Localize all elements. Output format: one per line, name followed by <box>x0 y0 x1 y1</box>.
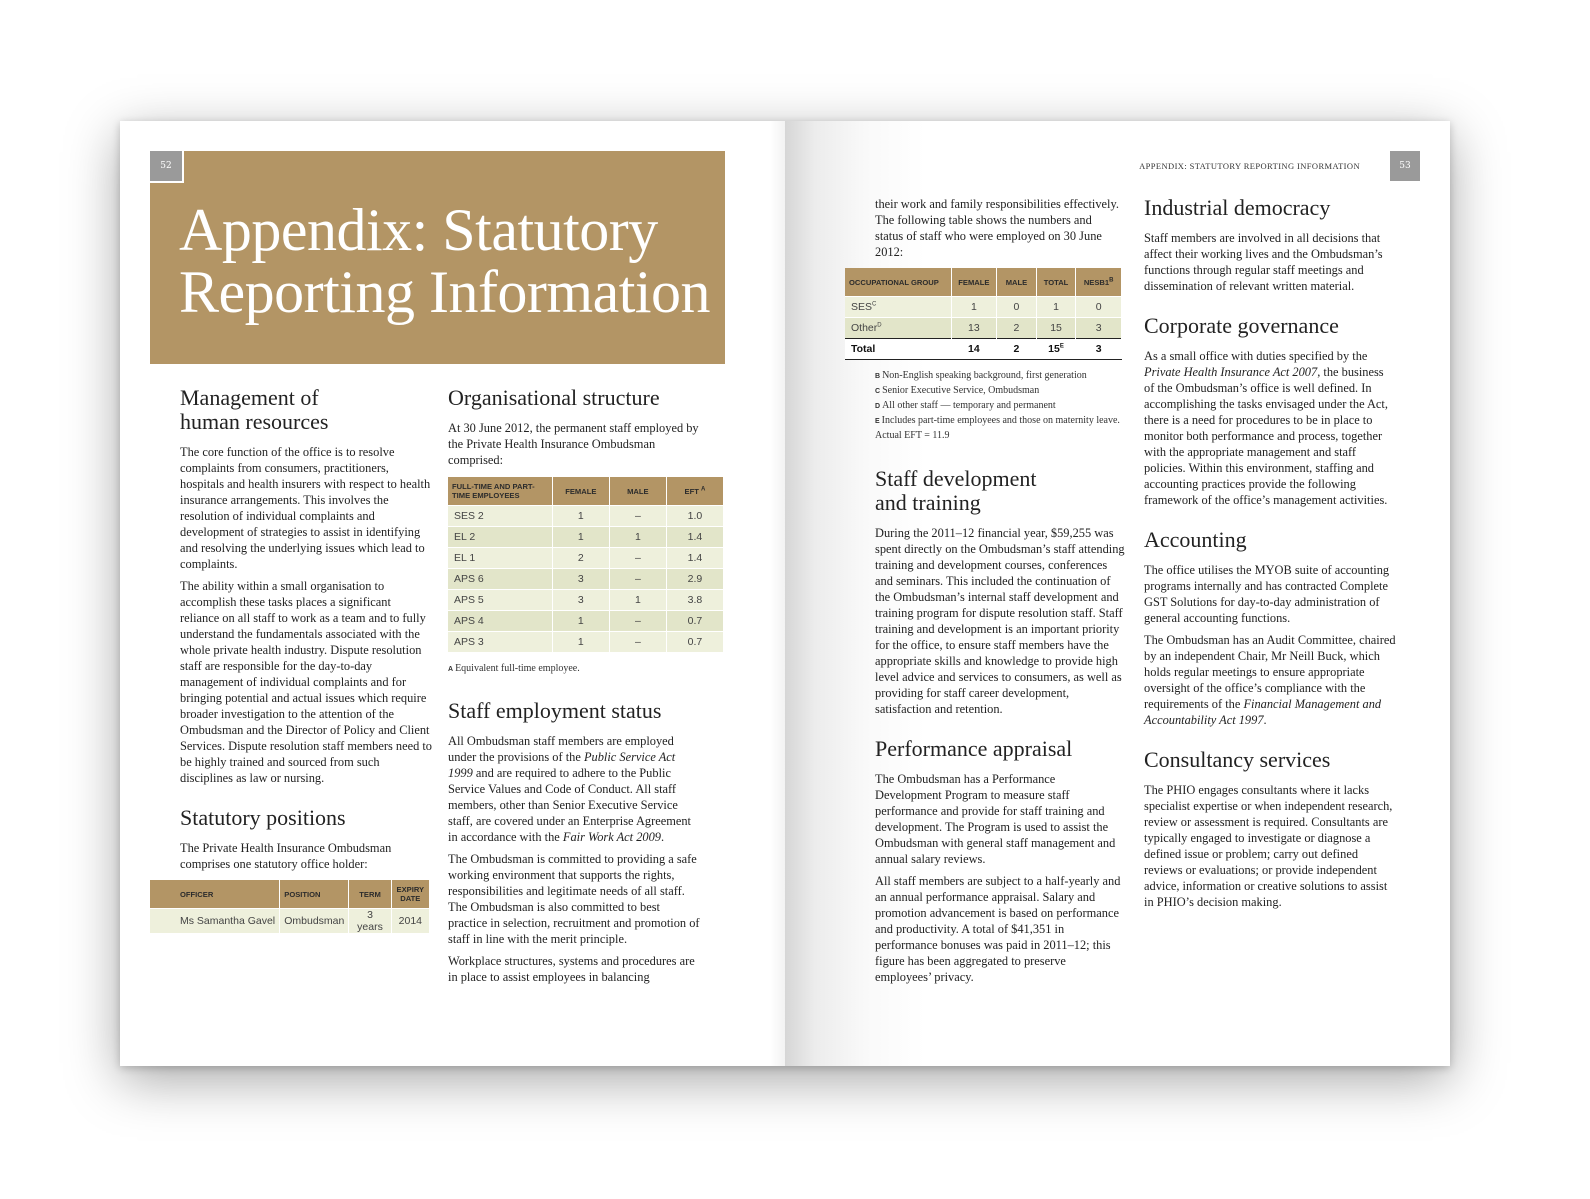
document-spread <box>120 121 1450 1066</box>
table-total-row: Total 14 2 $15^E$ 3 <box>845 339 1122 360</box>
consultancy-paragraph: The PHIO engages consultants where it lacks specialist expertise or when independent research, review or assessment is required. Consultants are typically engaged to investigate or diagnose a defined issue or problem; carry out defined reviews or evaluations; or provide independent advice, information or creative solutions to assist in PHIO’s decision making. <box>1144 783 1393 909</box>
page-number-right: 53 <box>1390 151 1420 181</box>
officer-position: Ombudsman <box>280 909 349 934</box>
org-table-footnote: A Equivalent full-time employee. <box>448 663 580 674</box>
occupation-footnotes <box>875 369 1125 443</box>
statutory-col-term: TERM <box>349 880 391 909</box>
officer-expiry: 2014 <box>391 909 429 934</box>
accounting-paragraph-1: The office utilises the MYOB suite of accounting programs internally and has contracted Complete GST Solutions for day-to-day administration of general accounting functions. <box>1144 563 1390 625</box>
appraisal-paragraph-1: The Ombudsman has a Performance Development Program to measure staff performance and provide for staff training and development. The Program is used to assist the Ombudsman with general staff management and annual salary reviews. <box>875 772 1116 866</box>
footnote: C Senior Executive Service, Ombudsman <box>875 385 1040 396</box>
page-title: Appendix: Statutory Reporting Information <box>179 197 711 325</box>
org-paragraph: At 30 June 2012, the permanent staff employed by the Private Health Insurance Ombudsman comprised: <box>448 421 699 467</box>
statutory-col-officer: OFFICER <box>150 880 280 909</box>
occ-col-female: FEMALE <box>951 268 997 297</box>
left-column-2 <box>448 386 700 474</box>
page-gutter <box>770 121 785 1066</box>
table-row: $SES^C$ 1 0 1 0 <box>845 297 1122 318</box>
appraisal-heading: Performance appraisal <box>875 736 1073 761</box>
management-paragraph-1: The core function of the office is to resolve complaints from consumers, practitioners, hospitals and health insurers with respect to health insurance arrangements. This involves the resolution of individual complaints and development of strategies to assist in identifying and resolving the underlying issues which lead to complaints. <box>180 445 431 571</box>
org-col-eft: EFT $^A$ <box>666 477 723 506</box>
table-row: APS 5 3 1 3.8 <box>448 590 724 611</box>
employment-heading: Staff employment status <box>448 698 662 723</box>
footnote: D All other staff — temporary and permanent <box>875 400 1056 411</box>
statutory-heading: Statutory positions <box>180 805 346 830</box>
right-column-1 <box>875 467 1125 991</box>
occ-col-group: OCCUPATIONAL GROUP <box>845 268 951 297</box>
officer-name: Ms Samantha Gavel <box>150 909 280 934</box>
democracy-paragraph: Staff members are involved in all decisions that affect their working lives and the Ombudsman’s functions through regular staff meetings and dissemination of relevant written material. <box>1144 231 1383 293</box>
statutory-col-position: POSITION <box>280 880 349 909</box>
title-banner <box>150 151 725 364</box>
footnote: B Non-English speaking background, first generation <box>875 370 1087 381</box>
org-col-male: MALE <box>609 477 666 506</box>
left-page <box>120 121 785 1066</box>
continuation-paragraph: their work and family responsibilities effectively. The following table shows the numbers and status of staff who were employed on 30 June 2012: <box>875 197 1119 259</box>
employment-paragraph-1: All Ombudsman staff members are employed under the provisions of the Public Service Act 1999 and are required to adhere to the Public Service Values and Code of Conduct. All staff members, other than Senior Executive Service staff, are covered under an Enterprise Agreement in accordance with the Fair Work Act 2009. <box>448 734 691 844</box>
table-row: APS 6 3 – 2.9 <box>448 569 724 590</box>
governance-heading: Corporate governance <box>1144 313 1339 338</box>
right-column-2 <box>1144 196 1396 916</box>
development-heading: Staff development and training <box>875 466 1037 515</box>
left-column-1 <box>180 386 432 878</box>
left-column-2-lower <box>448 699 700 991</box>
table-row: EL 1 2 – 1.4 <box>448 548 724 569</box>
table-row: SES 2 1 – 1.0 <box>448 506 724 527</box>
appraisal-paragraph-2: All staff members are subject to a half-yearly and an annual performance appraisal. Salary and promotion advancement is based on performance and productivity. A total of $41,351 in performance bonuses was paid in 2011–12; this figure has been aggregated to preserve employees’ privacy. <box>875 874 1121 984</box>
development-paragraph: During the 2011–12 financial year, $59,255 was spent directly on the Ombudsman’s staff attending training and development courses, conferences and seminars. This included the continuation of the Ombudsman’s internal staff development and training program for dispute resolution staff. Staff training and development is an important priority for the office, to ensure staff members have the appropriate skills and knowledge to provide high level advice and services to consumers, as well as providing for staff career development, satisfaction and retention. <box>875 526 1125 716</box>
accounting-heading: Accounting <box>1144 527 1247 552</box>
management-heading <box>180 386 432 434</box>
occ-col-nesb: $NESB1^B$ <box>1076 268 1122 297</box>
footnote: E Includes part-time employees and those on maternity leave. Actual EFT = 11.9 <box>875 415 1120 441</box>
running-head: APPENDIX: STATUTORY REPORTING INFORMATION <box>1139 161 1360 171</box>
occ-col-male: MALE <box>997 268 1037 297</box>
management-heading-line2: human resources <box>180 409 329 434</box>
governance-paragraph: As a small office with duties specified by the Private Health Insurance Act 2007, the business of the Ombudsman’s office is well defined. In accomplishing the tasks envisaged under the Act, there is a need for procedures to be in place to monitor both performance and process, together with the appropriate management and staff policies. Within this environment, staffing and accounting practices provide the following framework of the office’s management activities. <box>1144 349 1388 507</box>
table-row <box>150 909 430 934</box>
org-heading: Organisational structure <box>448 385 660 410</box>
management-heading-line1: Management of <box>180 385 319 410</box>
employment-paragraph-3: Workplace structures, systems and procedures are in place to assist employees in balancing <box>448 954 695 984</box>
management-paragraph-2: The ability within a small organisation to accomplish these tasks places a significant reliance on all staff to work as a team and to fully understand the fundamentals associated with the whole private health industry. Dispute resolution staff are responsible for the day-to-day management of individual complaints and for bringing potential and actual issues which require broader investigation to the attention of the Ombudsman and the Director of Policy and Client Services. Dispute resolution staff members need to be highly trained and sourced from such disciplines as law or nursing. <box>180 579 432 785</box>
right-column-1-top <box>875 196 1123 266</box>
org-col-employees: FULL-TIME AND PART-TIME EMPLOYEES <box>448 477 552 506</box>
statutory-col-expiry: EXPIRY DATE <box>391 880 429 909</box>
table-row: EL 2 1 1 1.4 <box>448 527 724 548</box>
statutory-paragraph: The Private Health Insurance Ombudsman comprises one statutory office holder: <box>180 841 392 871</box>
accounting-paragraph-2: The Ombudsman has an Audit Committee, chaired by an independent Chair, Mr Neill Buck, which holds regular meetings to ensure appropriate oversight of the office’s compliance with the requirements of the Financial Management and Accountability Act 1997. <box>1144 633 1396 727</box>
table-row: APS 3 1 – 0.7 <box>448 632 724 653</box>
occ-col-total: TOTAL <box>1036 268 1076 297</box>
table-row: APS 4 1 – 0.7 <box>448 611 724 632</box>
consultancy-heading: Consultancy services <box>1144 747 1331 772</box>
org-col-female: FEMALE <box>552 477 609 506</box>
table-row: Other$^D$ 13 2 15 3 <box>845 318 1122 339</box>
officer-term: 3 years <box>349 909 391 934</box>
employment-paragraph-2: The Ombudsman is committed to providing a safe working environment that supports the rights, responsibilities and legitimate needs of all staff. The Ombudsman is also committed to best practice in selection, recruitment and promotion of staff in line with the merit principle. <box>448 852 700 946</box>
statutory-table <box>150 880 430 933</box>
page-number-left: 52 <box>150 151 184 183</box>
org-table <box>448 477 724 652</box>
right-page <box>785 121 1450 1066</box>
eft-footnote-mark: A <box>701 485 706 492</box>
occupation-table <box>845 268 1122 360</box>
democracy-heading: Industrial democracy <box>1144 195 1331 220</box>
